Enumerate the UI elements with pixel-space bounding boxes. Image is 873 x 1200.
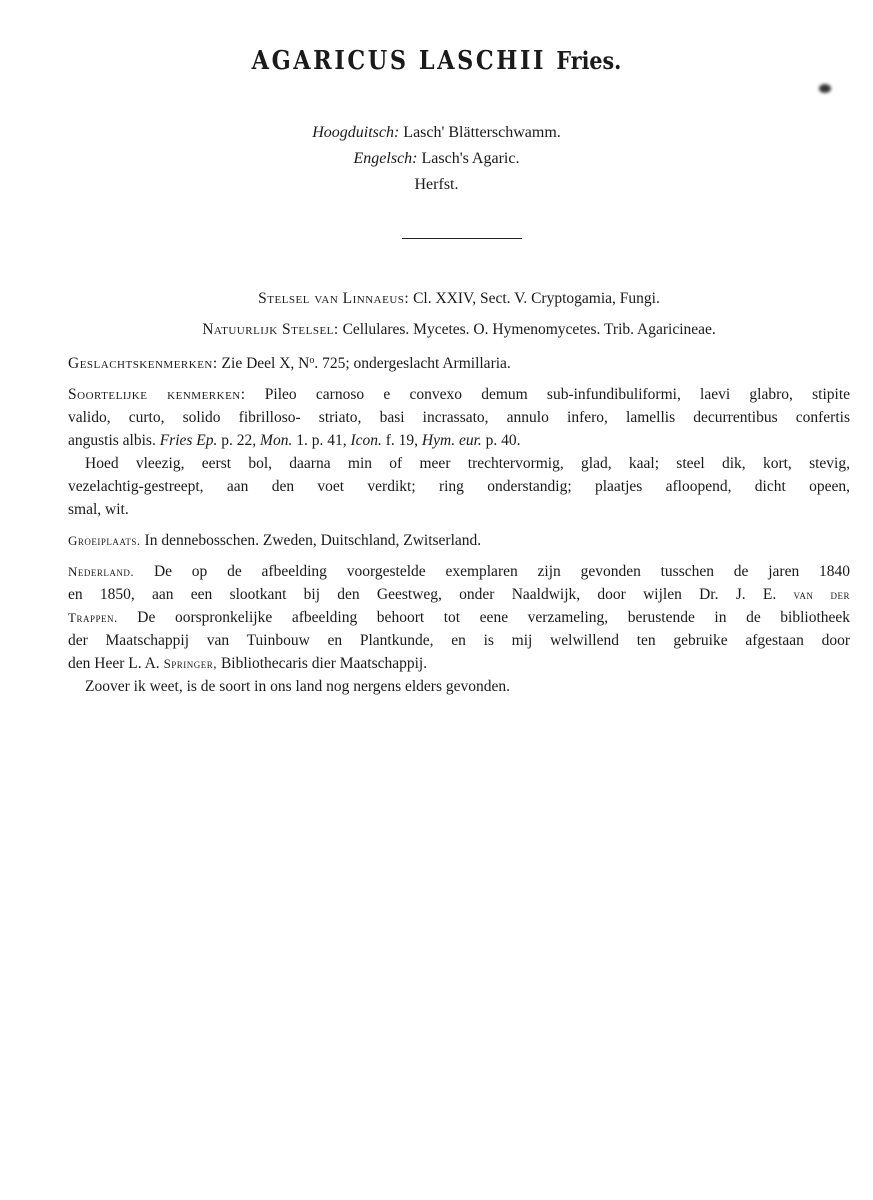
name-german: Hoogduitsch: Lasch' Blätterschwamm. xyxy=(312,124,561,141)
title-species: AGARICUS LASCHII xyxy=(251,46,547,76)
title-author: Fries. xyxy=(556,46,622,75)
references: angustis albis. Fries Ep. p. 22, Mon. 1. p. 41, Icon. f. 19, Hym. eur. p. 40. xyxy=(68,432,521,449)
common-names xyxy=(0,120,873,198)
page-title xyxy=(61,46,812,76)
divider-rule xyxy=(402,238,522,239)
species-characteristics: Soortelijke kenmerken: Pileo carnoso e convexo demum sub-infundibuliformi, laevi glabro, stipite valido, curto, solido fibrilloso- striato, basi incrassato, annulo infero, lamellis decurrentibus confertis angustis albis. Fries Ep. p. 22, Mon. 1. p. 41, Icon. f. 19, Hym. eur. p. 40. xyxy=(68,383,850,452)
season: Herfst. xyxy=(414,176,459,193)
ink-spot xyxy=(819,84,831,93)
genus-characteristics: Geslachtskenmerken: Zie Deel X, $N^o$. 725; ondergeslacht Armillaria. xyxy=(68,355,511,372)
description: Hoed vleezig, eerst bol, daarna min of meer trechtervormig, glad, kaal; steel dik, kort, stevig, vezelachtig-gestreept, aan den voet verdikt; ring onderstandig; plaatjes afloopend, dicht opeen, smal, wit. xyxy=(68,455,850,518)
document-body xyxy=(68,287,850,698)
habitat: Groeiplaats. In dennebosschen. Zweden, Duitschland, Zwitserland. xyxy=(68,532,482,549)
name-english: Engelsch: Lasch's Agaric. xyxy=(353,150,520,167)
linnaeus-system: Stelsel van Linnaeus: Cl. XXIV, Sect. V. Cryptogamia, Fungi. xyxy=(258,290,660,307)
closing-remark: Zoover ik weet, is de soort in ons land nog nergens elders gevonden. xyxy=(85,678,511,695)
netherlands-section: Nederland. De op de afbeelding voorgestelde exemplaren zijn gevonden tusschen de jaren 1840 en 1850, aan een slootkant bij den Geestweg, onder Naaldwijk, door wijlen Dr. J. E. van der Trappen. De oorspronkelijke afbeelding behoort tot eene verzameling, berustende in de bibliotheek der Maatschappij van Tuinbouw en Plantkunde, en is mij welwillend ten gebruike afgestaan door den Heer L. A. Springer, Bibliothecaris dier Maatschappij. xyxy=(68,563,851,672)
natural-system: Natuurlijk Stelsel: Cellulares. Mycetes. O. Hymenomycetes. Trib. Agaricineae. xyxy=(202,321,716,338)
